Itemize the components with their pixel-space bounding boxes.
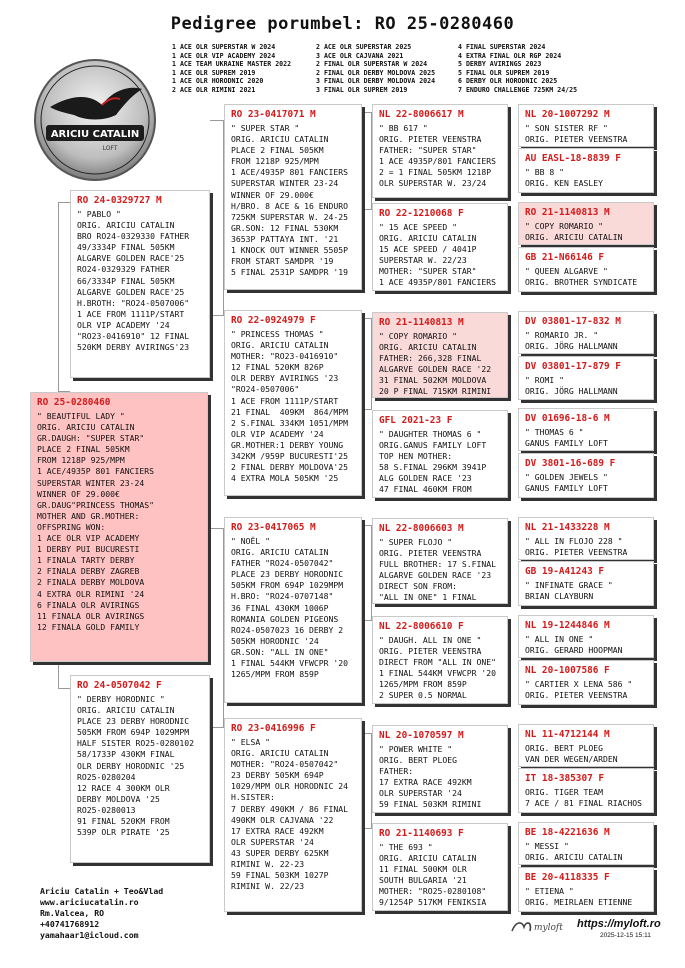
pigeon-description: " DAUGH. ALL IN ONE " ORIG. PIETER VEENSTRA DIRECT FROM "ALL IN ONE" 1 FINAL 544KM VFWCPR '20 1265/MPM FROM 859P 2 SUPER 0.5 NORMAL bbox=[379, 635, 496, 701]
great-grandparent-card[interactable] bbox=[372, 203, 508, 291]
achievement: 1 ACE OLR HORODNIC 2020 bbox=[172, 77, 264, 86]
ring-number: RO 21-1140813 M bbox=[379, 317, 464, 328]
achievement: 2 FINAL OLR SUPERSTAR W 2024 bbox=[316, 60, 428, 69]
pigeon-description: " SON SISTER RF " ORIG. PIETER VEENSTRA bbox=[525, 123, 628, 145]
ancestor-card[interactable] bbox=[518, 867, 654, 912]
ring-number: BE 20-4118335 F bbox=[525, 872, 610, 883]
achievement: 1 ACE TEAM UKRAINE MASTER 2022 bbox=[172, 60, 292, 69]
pigeon-description: " CARTIER X LENA 586 " ORIG. PIETER VEENSTRA bbox=[525, 679, 633, 701]
achievement: 2 ACE OLR SUPERSTAR 2025 bbox=[316, 43, 412, 51]
achievement: 6 DERBY OLR HORODNIC 2025 bbox=[458, 77, 558, 86]
grandparent-card[interactable] bbox=[224, 517, 362, 703]
pigeon-description: " ALL IN ONE " ORIG. GERARD HOOPMAN bbox=[525, 634, 623, 656]
achievement: 2 FINAL OLR DERBY MOLDOVA 2025 bbox=[316, 68, 436, 77]
myloft-logo bbox=[508, 915, 568, 937]
ring-number: AU EASL-18-8839 F bbox=[525, 153, 621, 164]
connector-gen2-0 bbox=[362, 112, 372, 210]
pigeon-description: " 15 ACE SPEED " ORIG. ARICIU CATALIN 15 ACE SPEED / 4041P SUPERSTAR W. 22/23 MOTHER: "SUPER STAR" 1 ACE 4935P/801 FANCIERS bbox=[379, 222, 496, 288]
ring-number: NL 20-1007292 M bbox=[525, 109, 610, 120]
pigeon-description: " SUPER STAR " ORIG. ARICIU CATALIN PLACE 2 FINAL 505KM FROM 1218P 925/MPM 1 ACE/4935P 801 FANCIERS SUPERSTAR WINTER 23-24 WINNER OF 29.000€ H/BRO. 8 ACE & 16 ENDURO 725KM SUPERSTAR W. 24-25 GR.SON: 12 FINAL 530KM 3653P PATTAYA INT. '21 1 KNOCK OUT WINNER 5505P FROM START SAMDPR '19 5 FINAL 2531P SAMDPR '19 bbox=[231, 123, 348, 278]
ring-number: RO 23-0416996 F bbox=[231, 723, 316, 734]
pigeon-description: " MESSI " ORIG. ARICIU CATALIN bbox=[525, 841, 623, 863]
ancestor-card[interactable] bbox=[518, 453, 654, 498]
pigeon-description: " ETIENA " ORIG. MEIRLAEN ETIENNE bbox=[525, 886, 633, 908]
myloft-url[interactable]: https://myloft.ro bbox=[577, 918, 661, 930]
achievement: 1 ACE OLR SUPERSTAR W 2024 bbox=[172, 43, 276, 51]
ancestor-card[interactable] bbox=[518, 724, 654, 767]
owner-name: Ariciu Catalin + Teo&Vlad bbox=[40, 886, 164, 896]
achievement: 1 ACE OLR SUPREM 2019 bbox=[172, 68, 256, 77]
page-title: Pedigree porumbel: RO 25-0280460 bbox=[170, 14, 515, 34]
pigeon-description: " BB 617 " ORIG. PIETER VEENSTRA FATHER: "SUPER STAR" 1 ACE 4935P/801 FANCIERS 2 = 1 FINAL 505KM 1218P OLR SUPERSTAR W. 23/24 bbox=[379, 123, 496, 189]
pigeon-description: " DERBY HORODNIC " ORIG. ARICIU CATALIN PLACE 23 DERBY HORODNIC 505KM FROM 694P 1029MPM HALF SISTER RO25-0280102 58/1733P 430KM FINAL OLR DERBY HORODNIC '25 RO25-0280204 12 RACE 4 300KM OLR DERBY MOLDOVA '25 RO25-0280013 91 FINAL 520KM FROM 539P OLR PIRATE '25 bbox=[77, 694, 194, 838]
grandparent-card[interactable] bbox=[224, 310, 362, 496]
ring-number: RO 23-0417065 M bbox=[231, 522, 316, 533]
ancestor-card[interactable] bbox=[518, 822, 654, 865]
ring-number: RO 24-0329727 M bbox=[77, 195, 162, 206]
ancestor-card[interactable] bbox=[518, 408, 654, 451]
achievement: 5 FINAL OLR SUPREM 2019 bbox=[458, 68, 550, 77]
achievements-col-2 bbox=[316, 43, 435, 95]
pigeon-description: " BEAUTIFUL LADY " ORIG. ARICIU CATALIN GR.DAUGH: "SUPER STAR" PLACE 2 FINAL 505KM FROM 1218P 925/MPM 1 ACE/4935P 801 FANCIERS SUPERSTAR WINTER 23-24 WINNER OF 29.000€ GR.DAUG"PRINCESS THOMAS" MOTHER AND GR.MOTHER: OFFSPRING WON: 1 ACE OLR VIP ACADEMY 1 DERBY PUI BUCURESTI 1 FINALA TARTY DERBY 2 FINALA DERBY ZAGREB 2 FINALA DERBY MOLDOVA 4 EXTRA OLR RIMINI '24 6 FINALA OLR AVIRINGS 11 FINALA OLR AVIRINGS 12 FINALA GOLD FAMILY bbox=[37, 411, 154, 632]
ring-number: RO 22-1210068 F bbox=[379, 208, 464, 219]
ring-number: NL 20-1007586 F bbox=[525, 665, 610, 676]
ring-number: IT 18-385307 F bbox=[525, 773, 605, 784]
ring-number: DV 01696-18-6 M bbox=[525, 413, 610, 424]
achievement: 3 FINAL OLR DERBY MOLDOVA 2024 bbox=[316, 77, 436, 86]
pigeon-description: " COPY ROMARIO " ORIG. ARICIU CATALIN bbox=[525, 221, 623, 243]
logo-subtext: LOFT bbox=[102, 145, 118, 152]
ring-number: DV 03801-17-832 M bbox=[525, 316, 621, 327]
connector-gen2-2 bbox=[362, 525, 372, 621]
ancestor-card[interactable] bbox=[518, 311, 654, 354]
brand-text: myloft bbox=[534, 923, 563, 933]
ancestor-card[interactable] bbox=[518, 202, 654, 245]
connector-subject-father bbox=[58, 202, 70, 392]
ring-number: RO 21-1140813 M bbox=[525, 207, 610, 218]
ancestor-card[interactable] bbox=[518, 148, 654, 193]
pigeon-description: " POWER WHITE " ORIG. BERT PLOEG FATHER: 17 EXTRA RACE 492KM OLR SUPERSTAR '24 59 FINAL 503KM RIMINI bbox=[379, 744, 482, 810]
great-grandparent-card[interactable] bbox=[372, 410, 508, 498]
pigeon-description: " GOLDEN JEWELS " GANUS FAMILY LOFT bbox=[525, 472, 608, 494]
logo-text: ARICIU CATALIN bbox=[50, 129, 140, 140]
ancestor-card[interactable] bbox=[518, 768, 654, 813]
connector-father bbox=[210, 120, 224, 316]
grandparent-card[interactable] bbox=[224, 718, 362, 912]
ancestor-card[interactable] bbox=[518, 660, 654, 705]
achievement: 5 DERBY AVIRINGS 2023 bbox=[458, 60, 542, 69]
ring-number: NL 22-8006617 M bbox=[379, 109, 464, 120]
achievements-col-3 bbox=[458, 43, 577, 95]
great-grandparent-card[interactable] bbox=[372, 518, 508, 604]
subject-card[interactable] bbox=[30, 392, 208, 662]
achievement: 7 ENDURO CHALLENGE 725KM 24/25 bbox=[458, 85, 578, 94]
ancestor-card[interactable] bbox=[518, 104, 654, 147]
mother-card[interactable] bbox=[70, 675, 210, 863]
pigeon-description: " ALL IN FLOJO 228 " ORIG. PIETER VEENSTRA bbox=[525, 536, 628, 558]
ring-number: BE 18-4221636 M bbox=[525, 827, 610, 838]
connector-gen2-1 bbox=[362, 318, 372, 410]
pigeon-description: " SUPER FLOJO " ORIG. PIETER VEENSTRA FULL BROTHER: 17 S.FINAL ALGARVE GOLDEN RACE '23 DIRECT SON FROM: "ALL IN ONE" 1 FINAL bbox=[379, 537, 496, 603]
ring-number: NL 20-1070597 M bbox=[379, 730, 464, 741]
ring-number: RO 21-1140693 F bbox=[379, 828, 464, 839]
pigeon-description: " COPY ROMARIO " ORIG. ARICIU CATALIN FATHER: 266,328 FINAL ALGARVE GOLDEN RACE '22 31 FINAL 502KM MOLDOVA 20 P FINAL 715KM RIMINI bbox=[379, 331, 492, 397]
pigeon-description: " THE 693 " ORIG. ARICIU CATALIN 11 FINAL 500KM OLR SOUTH BULGARIA '21 MOTHER: "RO25-0280108" 9/1254P 517KM FENIKSIA bbox=[379, 842, 487, 908]
achievement: 3 FINAL OLR SUPREM 2019 bbox=[316, 85, 408, 94]
ring-number: NL 19-1244846 M bbox=[525, 620, 610, 631]
location: Rm.Valcea, RO bbox=[40, 908, 105, 918]
ring-number: RO 22-0924979 F bbox=[231, 315, 316, 326]
ancestor-card[interactable] bbox=[518, 247, 654, 292]
ancestor-card[interactable] bbox=[518, 517, 654, 560]
ancestor-card[interactable] bbox=[518, 356, 654, 400]
father-card[interactable] bbox=[70, 190, 210, 378]
achievement: 4 EXTRA FINAL OLR RGP 2024 bbox=[458, 51, 562, 60]
pigeon-description: ORIG. BERT PLOEG VAN DER WEGEN/ARDEN bbox=[525, 743, 618, 765]
ancestor-card[interactable] bbox=[518, 615, 654, 658]
great-grandparent-card[interactable] bbox=[372, 104, 508, 198]
ring-number: GB 21-N66146 F bbox=[525, 252, 605, 263]
pigeon-description: " DAUGHTER THOMAS 6 " ORIG.GANUS FAMILY LOFT TOP HEN MOTHER: 58 S.FINAL 296KM 3941P ALG GOLDEN RACE '23 47 FINAL 460KM FROM bbox=[379, 429, 487, 495]
ring-number: DV 03801-17-879 F bbox=[525, 361, 621, 372]
ring-number: NL 11-4712144 M bbox=[525, 729, 610, 740]
achievement: 4 FINAL SUPERSTAR 2024 bbox=[458, 43, 546, 51]
ring-number: NL 21-1433228 M bbox=[525, 522, 610, 533]
ring-number: RO 23-0417071 M bbox=[231, 109, 316, 120]
phone: +40741768912 bbox=[40, 919, 100, 929]
ring-number: GFL 2021-23 F bbox=[379, 415, 453, 426]
great-grandparent-card[interactable] bbox=[372, 725, 508, 813]
ring-number: NL 22-8006603 M bbox=[379, 523, 464, 534]
great-grandparent-card[interactable] bbox=[372, 312, 508, 398]
ring-number: RO 25-0280460 bbox=[37, 397, 111, 408]
pigeon-description: " ROMARIO JR. " ORIG. JÖRG HALLMANN bbox=[525, 330, 618, 352]
grandparent-card[interactable] bbox=[224, 104, 362, 290]
pigeon-description: " INFINATE GRACE " BRIAN CLAYBURN bbox=[525, 580, 613, 602]
great-grandparent-card[interactable] bbox=[372, 823, 508, 911]
website-link[interactable]: www.ariciucatalin.ro bbox=[40, 897, 139, 907]
ancestor-card[interactable] bbox=[518, 561, 654, 606]
loft-logo bbox=[30, 55, 160, 185]
pigeon-description: " BB 8 " ORIG. KEN EASLEY bbox=[525, 167, 603, 189]
pigeon-description: ORIG. TIGER TEAM 7 ACE / 81 FINAL RIACHOS bbox=[525, 787, 642, 809]
pigeon-description: " PRINCESS THOMAS " ORIG. ARICIU CATALIN MOTHER: "RO23-0416910" 12 FINAL 520KM 826P OLR DERBY AVIRINGS '23 "RO24-0507006" 1 ACE FROM 1111P/START 21 FINAL 409KM 864/MPM 2 S.FINAL 334KM 1051/MPM OLR VIP ACADEMY '24 GR.MOTHER:1 DERBY YOUNG 342KM /959P BUCURESTI'25 2 FINAL DERBY MOLDOVA'25 4 EXTRA MOLA 505KM '25 bbox=[231, 329, 348, 484]
connector-mother bbox=[210, 528, 224, 728]
pigeon-description: " PABLO " ORIG. ARICIU CATALIN BRO RO24-0329330 FATHER 49/3334P FINAL 505KM ALGARVE GOLDEN RACE'25 RO24-0329329 FATHER 66/3334P FINAL 505KM ALGARVE GOLDEN RACE'25 H.BROTH: "RO24-0507006" 1 ACE FROM 1111P/START OLR VIP ACADEMY '24 "RO23-0416910" 12 FINAL 520KM DERBY AVIRINGS'23 bbox=[77, 209, 190, 353]
ring-number: RO 24-0507042 F bbox=[77, 680, 162, 691]
owner-contact bbox=[40, 886, 163, 941]
achievement: 2 ACE OLR RIMINI 2021 bbox=[172, 85, 256, 94]
bird-icon bbox=[512, 923, 530, 931]
ring-number: NL 22-8006610 F bbox=[379, 621, 464, 632]
achievement: 1 ACE OLR VIP ACADEMY 2024 bbox=[172, 51, 276, 60]
achievement: 3 ACE OLR CAJVANA 2021 bbox=[316, 51, 404, 60]
email[interactable]: yamahaar1@icloud.com bbox=[40, 930, 139, 940]
pigeon-description: " NOËL " ORIG. ARICIU CATALIN FATHER "RO24-0507042" PLACE 23 DERBY HORODNIC 505KM FROM 694P 1029MPM H.BRO: "RO24-0707148" 36 FINAL 430KM 1006P ROMANIA GOLDEN PIGEONS RO24-0507023 16 DERBY 2 505KM HORODNIC '24 GR.SON: "ALL IN ONE" 1 FINAL 544KM VFWCPR '20 1265/MPM FROM 859P bbox=[231, 536, 348, 680]
pigeon-description: " ELSA " ORIG. ARICIU CATALIN MOTHER: "RO24-0507042" 23 DERBY 505KM 694P 1029/MPM OLR HORODNIC 24 H.SISTER: 7 DERBY 490KM / 86 FINAL 490KM OLR CAJVANA '22 17 EXTRA RACE 492KM OLR SUPERSTAR '24 43 SUPER DERBY 625KM RIMINI W. 22-23 59 FINAL 503KM 1027P RIMINI W. 22/23 bbox=[231, 737, 348, 892]
achievements-col-1 bbox=[172, 43, 291, 95]
connector-gen2-3 bbox=[362, 733, 372, 829]
pigeon-description: " ROMI " ORIG. JÖRG HALLMANN bbox=[525, 375, 618, 397]
ring-number: GB 19-A41243 F bbox=[525, 566, 605, 577]
pigeon-description: " THOMAS 6 " GANUS FAMILY LOFT bbox=[525, 427, 608, 449]
print-date: 2025-12-15 15:11 bbox=[600, 932, 651, 939]
great-grandparent-card[interactable] bbox=[372, 616, 508, 704]
pigeon-description: " QUEEN ALGARVE " ORIG. BROTHER SYNDICATE bbox=[525, 266, 638, 288]
ring-number: DV 3801-16-689 F bbox=[525, 458, 616, 469]
